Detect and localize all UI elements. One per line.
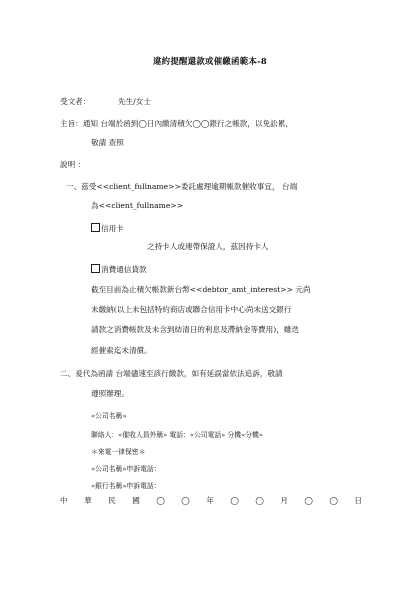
company-complaint-phone: «公司名稱»申訴電話： [91, 465, 161, 473]
date-char: 華 [84, 496, 92, 505]
contact-line: 聯絡人：«催收人員外稱» 電話：«公司電話» 分機«分機» [91, 431, 264, 439]
date-char: ◯ [329, 496, 338, 505]
credit-card-label: 信用卡 [101, 224, 124, 233]
credit-card-checkbox[interactable] [91, 223, 100, 232]
date-char: 國 [132, 496, 140, 505]
bank-complaint-phone: «銀行名稱»申訴電話： [91, 482, 161, 490]
subject-line-2: 敬請 查照 [91, 138, 124, 147]
date-char: ◯ [230, 496, 239, 505]
recipient-value: 先生/女士 [118, 97, 151, 106]
item2-line-2: 遵照辦理。 [91, 389, 129, 398]
date-char: 日 [354, 496, 362, 505]
paragraph-line-1: 截至目前為止積欠帳款新台幣<<debtor_amt_interest>> 元尚 [91, 285, 311, 294]
credit-card-option [91, 223, 124, 234]
paragraph-line-2: 未繳納(以上未包括特約商店或聯合信用卡中心尚未送交銀行 [91, 305, 292, 314]
item1-line-1: 一、茲受<<client_fullname>>委託處理逾期帳款催收事宜， 台端 [66, 182, 298, 191]
date-char: 年 [206, 496, 214, 505]
date-char: ◯ [181, 496, 190, 505]
confidential-notice: ＊來電一律保密＊ [91, 448, 146, 456]
date-char: ◯ [304, 496, 313, 505]
credit-card-note: 之持卡人或連帶保證人，茲因持卡人 [147, 242, 269, 251]
date-char: 中 [60, 496, 68, 505]
date-char: 民 [108, 496, 116, 505]
recipient-label: 受文者： [60, 97, 91, 106]
consumer-loan-option [91, 264, 147, 275]
company-name: «公司名稱» [91, 412, 127, 420]
consumer-loan-label: 消費通信貸款 [101, 265, 147, 274]
date-char: 月 [280, 496, 288, 505]
document-title: 違約提醒還款或催繳函範本-8 [152, 56, 267, 66]
consumer-loan-checkbox[interactable] [91, 264, 100, 273]
item2-line-1: 二、爰代為函請 台端儘速至該行繳款，如有延誤當依法追訴，敬請 [60, 369, 283, 378]
subject-line-1: 主旨：通知 台端於函到◯日內繳清積欠◯◯銀行之帳款，以免訟累， [60, 119, 293, 128]
paragraph-line-3: 請款之消費帳款及未含到結清日的利息及滯納金等費用)，雖迭 [91, 325, 299, 334]
date-row [60, 496, 362, 506]
date-char: ◯ [255, 496, 264, 505]
paragraph-line-4: 經催索迄未清償。 [91, 346, 152, 355]
explanation-label: 說明 ： [60, 160, 86, 169]
item1-line-2: 為<<client_fullname>> [91, 201, 184, 210]
date-char: ◯ [156, 496, 165, 505]
